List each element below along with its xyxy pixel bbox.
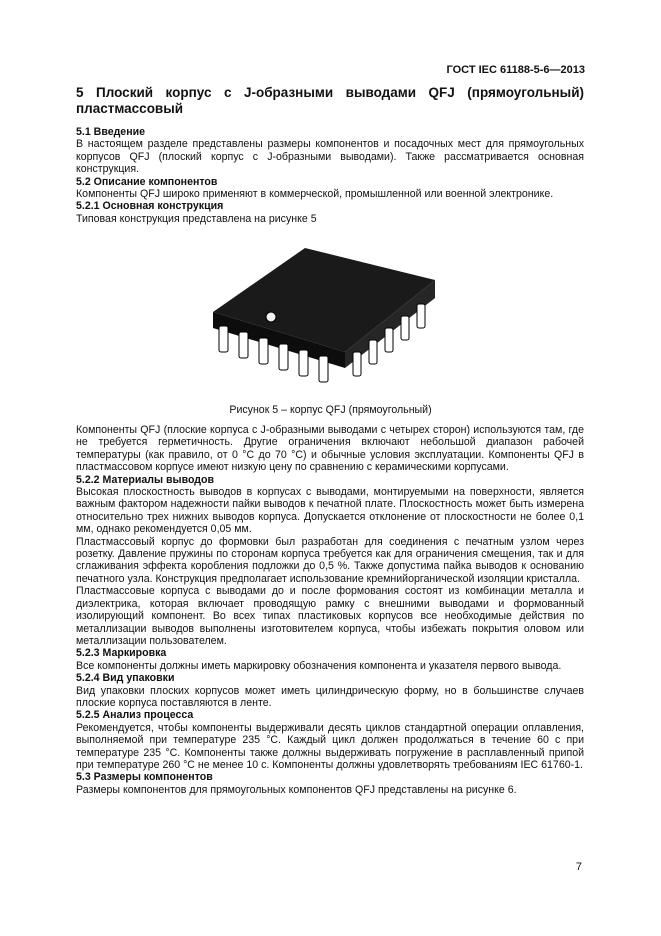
- heading-5-2-5: 5.2.5 Анализ процесса: [76, 709, 194, 722]
- para-5-2-2-1: Высокая плоскостность выводов в корпусах с выводами, монтируемыми на поверхности, является важным фактором надежности пайки выводов к печатной плате. Плоскостность может быть измерена относительно трех нижних выводов корпуса. Допускается отклонение от плоскостности не более 0,1 мм, однако рекомендуется 0,05 мм.: [76, 486, 584, 536]
- para-5-2-4: Вид упаковки плоских корпусов может иметь цилиндрическую форму, но в большинстве случаев плоские корпуса поставляются в ленте.: [76, 684, 584, 709]
- lead: [279, 344, 288, 370]
- para-5-1: В настоящем разделе представлены размеры компонентов и посадочных мест для прямоугольных корпусов QFJ (плоский корпус с J-образными выводами). Также рассматривается основная конструкция.: [76, 138, 584, 176]
- para-5-3: Размеры компонентов для прямоугольных компонентов QFJ представлены на рисунке 6.: [76, 783, 517, 796]
- lead: [299, 350, 308, 376]
- heading-5-2: 5.2 Описание компонентов: [76, 175, 218, 188]
- figure-caption: Рисунок 5 – корпус QFJ (прямоугольный): [229, 404, 432, 416]
- lead: [219, 326, 228, 352]
- para-qfj-usage: Компоненты QFJ (плоские корпуса с J-образными выводами с четырех сторон) используются там, где не требуется герметичность. Другие ограничения включают небольшой диапазон рабочей температуры (как правило, от 0 °С до 70 °С) и обычные условия эксплуатации. Компоненты QFJ в пластмассовом корпусе имеют низкую цену по сравнению с керамическими корпусами.: [76, 424, 584, 474]
- block-5-1-5-2: [76, 126, 584, 225]
- para-5-2-2-2: Пластмассовый корпус до формовки был разработан для соединения с печатным узлом через розетку. Давление пружины по сторонам корпуса требуется как для ограничения смещения, так и для сглаживания эффекта коробления подложки до 0,5 %. Также допустима пайка выводов к основанию печатного узла. Конструкция предполагает использование кремнийорганической изоляции кристалла.: [76, 535, 584, 585]
- heading-5-1: 5.1 Введение: [76, 126, 146, 138]
- para-5-2-3: Все компоненты должны иметь маркировку обозначения компонента и указателя первого вывода.: [76, 659, 562, 672]
- lead: [239, 332, 248, 358]
- heading-5-2-4: 5.2.4 Вид упаковки: [76, 672, 175, 685]
- lead: [319, 356, 328, 382]
- heading-5-3: 5.3 Размеры компонентов: [76, 771, 213, 784]
- lead: [401, 316, 409, 340]
- lead: [353, 352, 361, 376]
- pin1-marker: [266, 312, 276, 322]
- heading-5-2-2: 5.2.2 Материалы выводов: [76, 473, 214, 486]
- section-title: 5 Плоский корпус с J-образными выводами QFJ (прямоугольный) пластмассовый: [76, 85, 584, 116]
- standard-id-header: ГОСТ IEC 61188-5-6—2013: [446, 64, 585, 76]
- qfj-package-image: [195, 240, 455, 390]
- lead: [417, 304, 425, 328]
- para-5-2: Компоненты QFJ широко применяют в коммерческой, промышленной или военной электронике.: [76, 188, 554, 201]
- heading-5-2-1: 5.2.1 Основная конструкция: [76, 200, 224, 213]
- para-5-2-1: Типовая конструкция представлена на рисунке 5: [76, 212, 317, 225]
- heading-5-2-3: 5.2.3 Маркировка: [76, 647, 167, 660]
- lead: [385, 328, 393, 352]
- block-after-figure: [76, 424, 584, 796]
- page-number: 7: [575, 861, 582, 873]
- para-5-2-5: Рекомендуется, чтобы компоненты выдерживали десять циклов стандартной операции оплавления, выполняемой при температуре 235 °С. Каждый цикл должен продолжаться в течение 60 с при температуре 235 °С. Компоненты также должны выдерживать погружение в расплавленный припой при температуре 260 °С не менее 10 с. Компоненты должны удовлетворять требованиям IEC 61760-1.: [76, 721, 584, 771]
- para-5-2-2-3: Пластмассовые корпуса с выводами до и после формования состоят из комбинации металла и диэлектрика, которая включает проводящую рамку с внешними выводами и формованный изолирующий компонент. Во всех типах пластиковых корпусов все необходимые действия по металлизации выводов выполнены изготовителем корпуса, чтобы избежать покрытия оловом или металлизации пользователем.: [76, 585, 584, 647]
- lead: [259, 338, 268, 364]
- lead: [369, 340, 377, 364]
